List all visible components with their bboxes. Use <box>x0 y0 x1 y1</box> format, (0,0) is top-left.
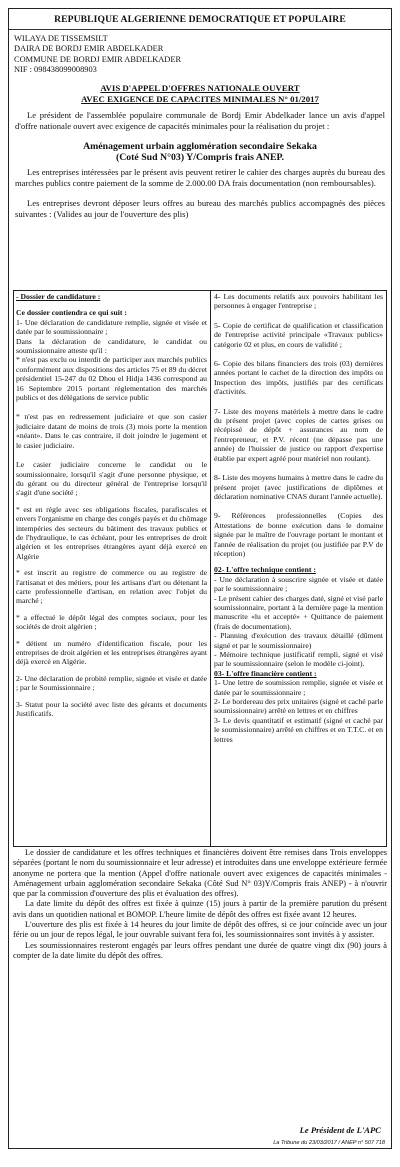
closing-section <box>13 848 387 961</box>
list-item: 8- Liste des moyens humains à mettre dans le cadre du présent projet (avec justifications de diplômes et déclaration nominative CNAS durant l'année actuelle). <box>214 473 383 501</box>
closing-paragraph: Les soumissionnaires resteront engagés par leurs offres pendant une durée de quatre vingt dix (90) jours à compter de la date limite du dépôt des offres. <box>13 940 387 960</box>
list-item: 3- Le devis quantitatif et estimatif (signé et caché par le soumissionnaire) arrêté en chiffres et en T.T.C. et en lettres <box>214 715 383 744</box>
list-item: 5- Copie de certificat de qualification et classification de l'entreprise activité principale «Travaux publics» catégorie 02 et plus, en cours de validité ; <box>214 320 383 349</box>
header-divider <box>9 29 391 30</box>
deposit-paragraph: Les entreprises devront déposer leurs offres au bureau des marchés publics accompagnés des pièces suivantes : (Valides au jour de l'ouverture des plis) <box>15 198 385 219</box>
address-line: NIF : 098438099008903 <box>14 64 97 74</box>
list-item: - Planning d'exécution des travaux détaillé (dûment signé et par le soumissionnaire) <box>214 631 383 650</box>
address-block <box>9 34 391 75</box>
list-item: * détient un numéro d'identification fiscale, pour les entreprises de droit algérien et les entreprises étrangères ayant déjà exercé en Algérie. <box>16 638 207 667</box>
project-title <box>9 141 391 165</box>
list-item: 2- Une déclaration de probité remplie, signée et visée et datée ; par le Soumissionnaire ; <box>16 673 207 693</box>
retrieval-paragraph: Les entreprises intéressées par le présent avis peuvent retirer le cahier des charges auprès du bureau des marches publics contre paiement de la somme de 2.000.00 DA frais documentation (non remboursables). <box>15 167 385 188</box>
notice-title <box>9 83 391 104</box>
technical-offer-heading: 02- L'offre technique contient : <box>214 565 316 575</box>
list-item: 2- Le bordereau des prix unitaires (signé et caché parle soumissionnaire) arrêté en lettres et en chiffres <box>214 697 383 716</box>
list-item: * a effectué le dépôt légal des comptes sociaux, pour les sociétés de droit algérien ; <box>16 612 207 632</box>
republic-title: REPUBLIQUE ALGERIENNE DEMOCRATIQUE ET POPULAIRE <box>54 14 346 25</box>
list-item: 7- Liste des moyens matériels à mettre dans le cadre du présent projet (avec copies de cartes grises ou récépissé de dépôt + assurances au nom de l'entrepreneur, et P.V. récent (ne dépasse pas une année) de l'huissier de justice ou rapport d'expertise établie par expert agréé pour matériel non roulant). <box>214 406 383 463</box>
list-item: 1- Une déclaration de candidature remplie, signée et visée et datée par le soumissionnaire ; <box>16 317 207 337</box>
candidature-heading: - Dossier de candidature : <box>16 292 101 301</box>
closing-paragraph: La date limite du dépôt des offres est fixée à quinze (15) jours à partir de la première parution du présent avis dans un quotidien national et BOMOP. L'heure limite de dépôt des offres est fixée avant 12 heures. <box>13 899 387 919</box>
publication-footer: La Tribune du 23/03/2017 / ANEP n° 507 718 <box>273 1140 385 1146</box>
list-item: Dans la déclaration de candidature, le candidat ou soumissionnaire atteste qu'il : <box>16 336 207 356</box>
list-item: 6- Copie des bilans financiers des trois (03) dernières années portant le cachet de la direction des impôts ou Inspection des impôts, justifiés par des certificats d'activités. <box>214 359 383 397</box>
list-item: 4- Les documents relatifs aux pouvoirs habilitant les personnes à engager l'entreprise ; <box>214 292 383 311</box>
list-item: 9- Références professionnelles (Copies des Attestations de bonne exécution dans le domaine signée par le maître de l'ouvrage portant le montant et l'année de réalisation du projet (ou justifiée par P.V de réception) <box>214 511 383 558</box>
project-title-line: (Coté Sud N°03) Y/Compris frais ANEP. <box>115 152 285 164</box>
list-item: * est en règle avec ses obligations fiscales, parafiscales et envers l'organisme en charge des congés payés et du chômage intempéries des secteurs du bâtiment des travaux publics et de l'hydraulique, le cas échéant, pour les entreprises de droit algérien et les entreprises étrangères ayant déjà exercé en Algérie <box>16 504 207 561</box>
closing-paragraph: L'ouverture des plis est fixée à 14 heures du jour limite de dépôt des offres, si ce jour coïncide avec un jour férie ou un jour de repos légal, le jour ouvrable suivant fera foi, les soumissionnaires sont invités à y assister. <box>13 920 387 940</box>
signature: Le Président de L'APC <box>299 1125 381 1135</box>
address-line: COMMUNE DE BORDJ EMIR ABDELKADER <box>14 54 182 64</box>
address-line: DAIRA DE BORDJ EMIR ABDELKADER <box>14 44 164 54</box>
list-item: - Une déclaration à souscrire signée et visée et datée par le soumissionnaire ; <box>214 574 383 594</box>
list-item: 3- Statut pour la société avec liste des gérants et documents Justificatifs. <box>16 699 207 719</box>
notice-page <box>8 8 392 1149</box>
list-item: * n'est pas exclu ou interdit de participer aux marchés publics conformément aux dispositions des articles 75 et 89 du décret présidentiel 15-247 du 02 Dhou el Hidja 1436 correspond au 16 Septembre 2015 portant réglementation des marchés publics et des délégations de service public <box>16 355 207 403</box>
list-item: - Mémoire technique justificatif rempli, signé et visé par le soumissionnaire (selon le modèle ci-joint). <box>214 650 383 669</box>
intro-paragraph: Le président de l'assemblée populaire communale de Bordj Emir Abdelkader lance un avis d'appel d'offre nationale ouvert avec exigence de capacités minimales pour la réalisation du projet : <box>15 110 385 131</box>
financial-offer-heading: 03- L'offre financière contient : <box>214 668 317 678</box>
list-item: - Le présent cahier des charges daté, signé et visé parle soumissionnaire, portant à la dernière page la mention manuscrite «lu et accepté» + Quittance de paiement (frais de documentation). <box>214 593 383 631</box>
list-item: Le casier judiciaire concerne le candidat ou le soumissionnaire, lorsqu'il s'agit d'une personne physique, et du gérant ou du directeur général de l'entreprise lorsqu'il s'agit d'une société ; <box>16 460 207 498</box>
candidature-subheading: Ce dossier contiendra ce qui suit : <box>16 308 127 318</box>
candidature-column <box>14 291 211 846</box>
requirements-table <box>13 290 387 847</box>
project-title-line: Aménagement urbain agglomération secondaire Sekaka <box>83 140 317 152</box>
closing-paragraph: Le dossier de candidature et les offres techniques et financières doivent être remises dans Trois enveloppes séparées (portant le nom du soumissionnaire et leur adresse) et introduites dans une enveloppe extérieure fermée anonyme ne portera que la mention (Appel d'offre nationale ouvert avec exigences de capacités minimales - Aménagement urbain agglomération secondaire Sekaka (Côté Sud N° 03)Y/Compris frais ANEP) - à n'ouvrir que par la commission d'ouverture des plis et évaluation des offres). <box>13 848 387 899</box>
notice-title-line: AVIS D'APPEL D'OFFRES NATIONALE OUVERT <box>100 83 300 94</box>
list-item: * est inscrit au registre de commerce ou au registre de l'artisanat et des métiers, pour les artisans d'art ou détenant la carte professionnelle d'artisan, en relation avec l'objet du marché ; <box>16 568 207 606</box>
list-item: 1- Une lettre de soumission remplie, signée et visée et datée par le soumissionnaire ; <box>214 678 383 697</box>
notice-title-line: AVEC EXIGENCE DE CAPACITES MINIMALES N° 01/2017 <box>81 93 319 104</box>
list-item: * n'est pas en redressement judiciaire et que son casier judiciaire datant de moins de trois (3) mois porte la mention «néant». Dans le cas contraire, il doit joindre le jugement et le casier judiciaire. <box>16 412 207 450</box>
address-line: WILAYA DE TISSEMSILT <box>14 34 108 43</box>
documents-column <box>211 291 386 846</box>
